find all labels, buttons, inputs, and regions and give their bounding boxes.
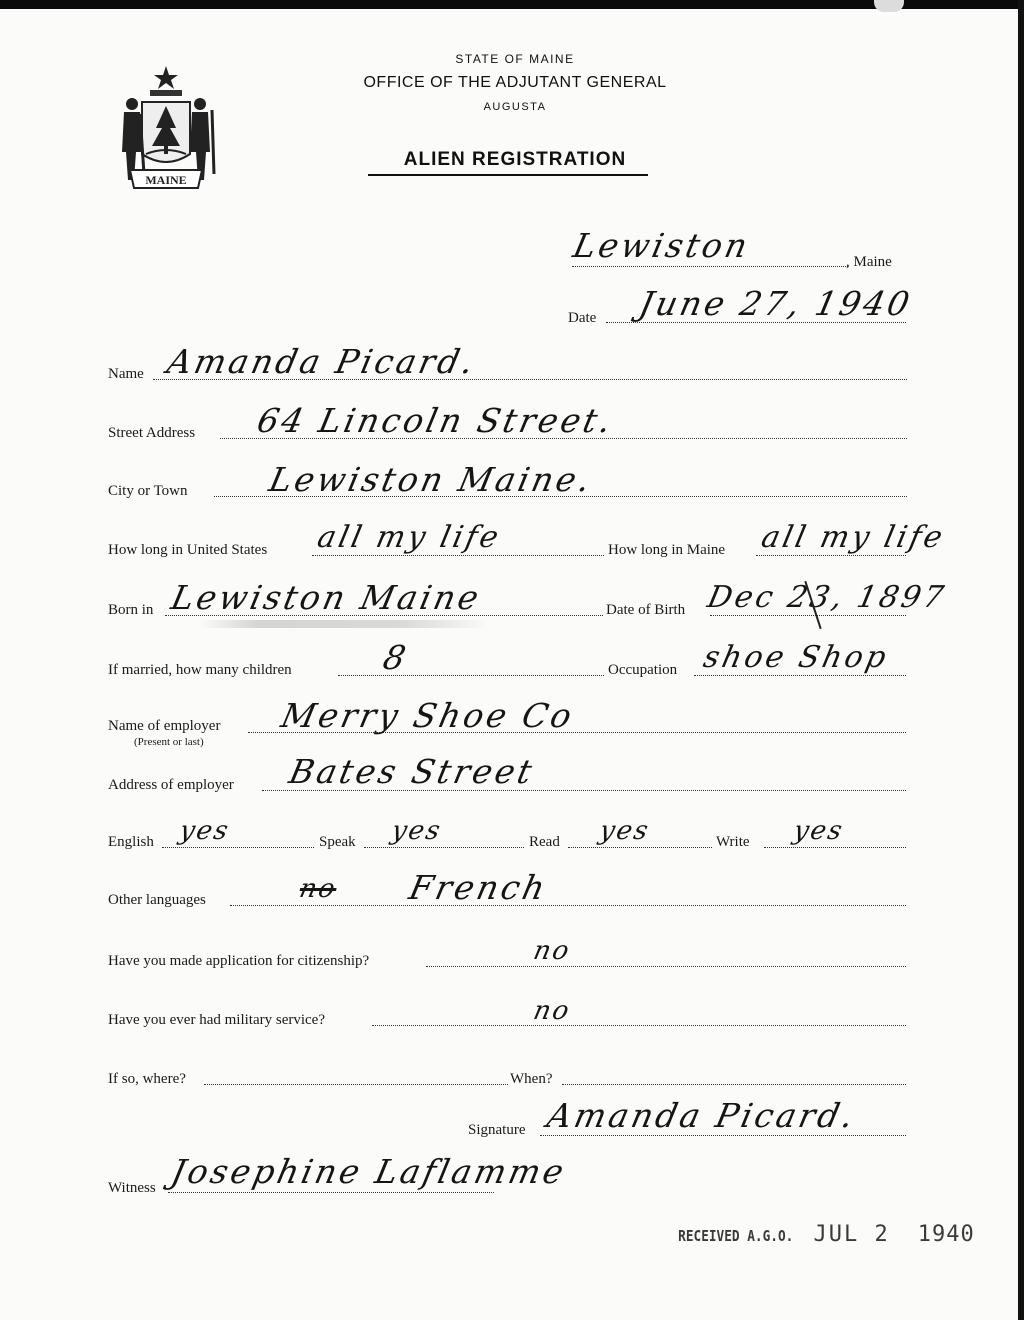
other-languages-dotted-line bbox=[230, 905, 906, 906]
stamp-received-text: RECEIVED A.G.O. bbox=[678, 1227, 794, 1245]
scan-right-border bbox=[1018, 0, 1024, 1320]
date-value: June 27, 1940 bbox=[635, 284, 916, 323]
place-dotted-line bbox=[572, 266, 848, 267]
employer-value: Merry Shoe Co bbox=[277, 696, 579, 735]
employer-address-value: Bates Street bbox=[285, 752, 539, 791]
occupation-label: Occupation bbox=[608, 662, 678, 678]
read-value: yes bbox=[596, 816, 653, 846]
occupation-dotted-line bbox=[694, 675, 906, 676]
military-value: no bbox=[530, 996, 574, 1026]
military-label: Have you ever had military service? bbox=[108, 1012, 325, 1028]
date-of-birth-label: Date of Birth bbox=[606, 602, 686, 618]
how-long-us-dotted-line bbox=[312, 555, 604, 556]
signature-value: Amanda Picard. bbox=[543, 1096, 860, 1135]
speak-dotted-line bbox=[364, 847, 524, 848]
speak-label: Speak bbox=[319, 834, 356, 850]
date-of-birth-value: Dec 23, 1897 bbox=[704, 580, 950, 615]
form-title: ALIEN REGISTRATION bbox=[403, 149, 627, 170]
witness-label: Witness bbox=[108, 1180, 156, 1196]
write-value: yes bbox=[790, 816, 847, 846]
english-dotted-line bbox=[162, 847, 314, 848]
city-or-town-label: City or Town bbox=[108, 483, 188, 499]
name-value: Amanda Picard. bbox=[163, 342, 480, 381]
employer-label: Name of employer bbox=[108, 718, 221, 734]
citizenship-dotted-line bbox=[426, 966, 906, 967]
write-dotted-line bbox=[764, 847, 906, 848]
other-languages-struck-value: no bbox=[296, 874, 340, 904]
scan-top-border bbox=[0, 0, 1024, 9]
speak-value: yes bbox=[388, 816, 445, 846]
header-city: AUGUSTA bbox=[483, 101, 547, 113]
place-value: Lewiston bbox=[569, 226, 754, 265]
ink-smear bbox=[200, 620, 490, 628]
header-state: STATE OF MAINE bbox=[455, 52, 575, 66]
when-dotted-line bbox=[562, 1084, 906, 1085]
other-languages-value: French bbox=[405, 868, 552, 907]
when-label: When? bbox=[510, 1071, 553, 1087]
header-office: OFFICE OF THE ADJUTANT GENERAL bbox=[363, 74, 667, 91]
street-address-label: Street Address bbox=[108, 425, 196, 441]
read-dotted-line bbox=[568, 847, 712, 848]
employer-note-label: (Present or last) bbox=[134, 736, 204, 748]
employer-address-label: Address of employer bbox=[108, 777, 234, 793]
read-label: Read bbox=[529, 834, 560, 850]
military-dotted-line bbox=[372, 1025, 906, 1026]
children-value: 8 bbox=[379, 638, 413, 677]
how-long-maine-dotted-line bbox=[756, 555, 906, 556]
received-stamp bbox=[668, 1222, 975, 1247]
title-underline bbox=[368, 174, 648, 176]
occupation-value: shoe Shop bbox=[700, 640, 892, 675]
stamp-date-text: JUL 2 bbox=[813, 1222, 890, 1247]
born-in-label: Born in bbox=[108, 602, 154, 618]
witness-dotted-line bbox=[168, 1192, 494, 1193]
scan-corner-mark bbox=[874, 0, 904, 12]
how-long-maine-label: How long in Maine bbox=[608, 542, 726, 558]
citizenship-label: Have you made application for citizenship? bbox=[108, 953, 370, 969]
signature-dotted-line bbox=[540, 1135, 906, 1136]
how-long-us-value: all my life bbox=[314, 520, 505, 555]
born-in-value: Lewiston Maine bbox=[167, 578, 486, 617]
street-address-value: 64 Lincoln Street. bbox=[253, 401, 618, 440]
date-of-birth-dotted-line bbox=[710, 615, 906, 616]
name-label: Name bbox=[108, 366, 144, 382]
how-long-maine-value: all my life bbox=[758, 520, 949, 555]
date-label: Date bbox=[568, 310, 597, 326]
write-label: Write bbox=[716, 834, 750, 850]
state-of-maine-seal-icon bbox=[112, 62, 220, 190]
citizenship-value: no bbox=[530, 936, 574, 966]
if-so-where-dotted-line bbox=[204, 1084, 508, 1085]
city-or-town-value: Lewiston Maine. bbox=[265, 460, 597, 499]
how-long-us-label: How long in United States bbox=[108, 542, 268, 558]
witness-value: Josephine Laflamme bbox=[167, 1152, 571, 1191]
english-label: English bbox=[108, 834, 154, 850]
children-dotted-line bbox=[338, 675, 604, 676]
maine-suffix-label: , Maine bbox=[846, 254, 892, 270]
seal-banner-text: MAINE bbox=[145, 173, 187, 187]
children-label: If married, how many children bbox=[108, 662, 292, 678]
stamp-year-text: 1940 bbox=[917, 1222, 975, 1247]
english-value: yes bbox=[176, 816, 233, 846]
other-languages-label: Other languages bbox=[108, 892, 206, 908]
if-so-where-label: If so, where? bbox=[108, 1071, 186, 1087]
signature-label: Signature bbox=[468, 1122, 526, 1138]
